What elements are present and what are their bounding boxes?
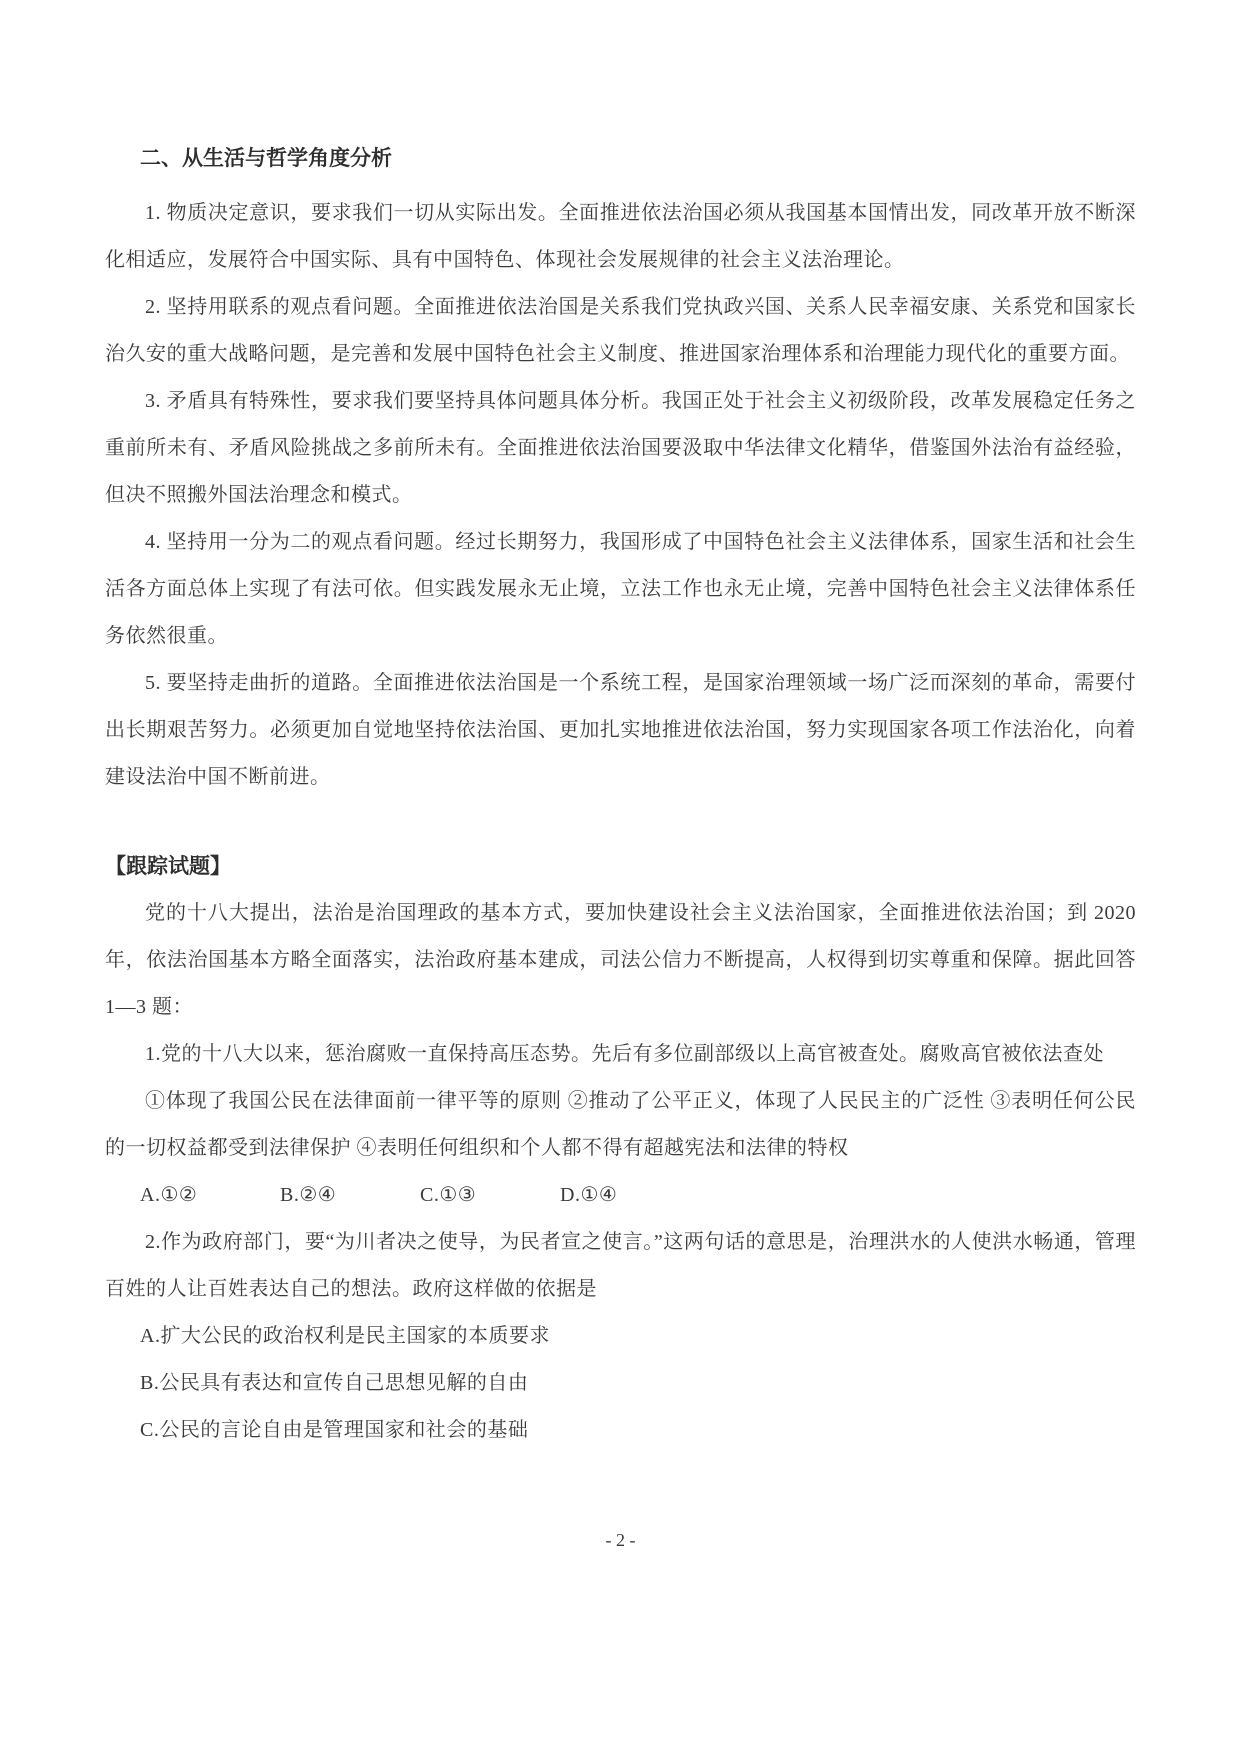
analysis-paragraph-3: 3. 矛盾具有特殊性，要求我们要坚持具体问题具体分析。我国正处于社会主义初级阶段，改革发展稳定任务之重前所未有、矛盾风险挑战之多前所未有。全面推进依法治国要汲取中华法律文化精华，借鉴国外法治有益经验，但决不照搬外国法治理念和模式。 bbox=[105, 390, 1136, 506]
page-number: - 2 - bbox=[605, 1530, 636, 1550]
choice-d: D.①④ bbox=[560, 1184, 618, 1206]
question-1-choices bbox=[140, 1172, 1136, 1219]
analysis-paragraph-4: 4. 坚持用一分为二的观点看问题。经过长期努力，我国形成了中国特色社会主义法律体系，国家生活和社会生活各方面总体上实现了有法可依。但实践发展永无止境，立法工作也永无止境，完善中国特色社会主义法律体系任务依然很重。 bbox=[105, 531, 1136, 647]
tracking-questions-title: 【跟踪试题】 bbox=[105, 854, 231, 878]
analysis-paragraph-5: 5. 要坚持走曲折的道路。全面推进依法治国是一个系统工程，是国家治理领域一场广泛而深刻的革命，需要付出长期艰苦努力。必须更加自觉地坚持依法治国、更加扎实地推进依法治国，努力实现国家各项工作法治化，向着建设法治中国不断前进。 bbox=[105, 672, 1136, 788]
analysis-paragraph-1: 1. 物质决定意识，要求我们一切从实际出发。全面推进依法治国必须从我国基本国情出发，同改革开放不断深化相适应，发展符合中国实际、具有中国特色、体现社会发展规律的社会主义法治理论。 bbox=[105, 202, 1136, 271]
question-1-stem: 1.党的十八大以来，惩治腐败一直保持高压态势。先后有多位副部级以上高官被查处。腐败高官被依法查处 bbox=[145, 1043, 1104, 1065]
section-title: 二、从生活与哲学角度分析 bbox=[140, 146, 392, 170]
tracking-intro: 党的十八大提出，法治是治国理政的基本方式，要加快建设社会主义法治国家，全面推进依法治国；到 2020 年，依法治国基本方略全面落实，法治政府基本建成，司法公信力不断提高，人权得到切实尊重和保障。据此回答 1—3 题： bbox=[105, 902, 1136, 1018]
choice-b: B.②④ bbox=[280, 1184, 337, 1206]
choice-a: A.①② bbox=[140, 1184, 198, 1206]
document-page bbox=[105, 135, 1136, 1454]
choice-c: C.①③ bbox=[420, 1184, 477, 1206]
question-2-option-a: A.扩大公民的政治权利是民主国家的本质要求 bbox=[140, 1325, 550, 1347]
question-2-stem: 2.作为政府部门，要“为川者决之使导，为民者宣之使言。”这两句话的意思是，治理洪水的人使洪水畅通，管理百姓的人让百姓表达自己的想法。政府这样做的依据是 bbox=[105, 1231, 1136, 1300]
question-1-numbered-options: ①体现了我国公民在法律面前一律平等的原则 ②推动了公平正义，体现了人民民主的广泛性 ③表明任何公民的一切权益都受到法律保护 ④表明任何组织和个人都不得有超越宪法和法律的特权 bbox=[105, 1090, 1136, 1159]
question-2-option-b: B.公民具有表达和宣传自己思想见解的自由 bbox=[140, 1372, 529, 1394]
question-2-option-c: C.公民的言论自由是管理国家和社会的基础 bbox=[140, 1419, 529, 1441]
analysis-paragraph-2: 2. 坚持用联系的观点看问题。全面推进依法治国是关系我们党执政兴国、关系人民幸福安康、关系党和国家长治久安的重大战略问题，是完善和发展中国特色社会主义制度、推进国家治理体系和治理能力现代化的重要方面。 bbox=[105, 296, 1136, 365]
